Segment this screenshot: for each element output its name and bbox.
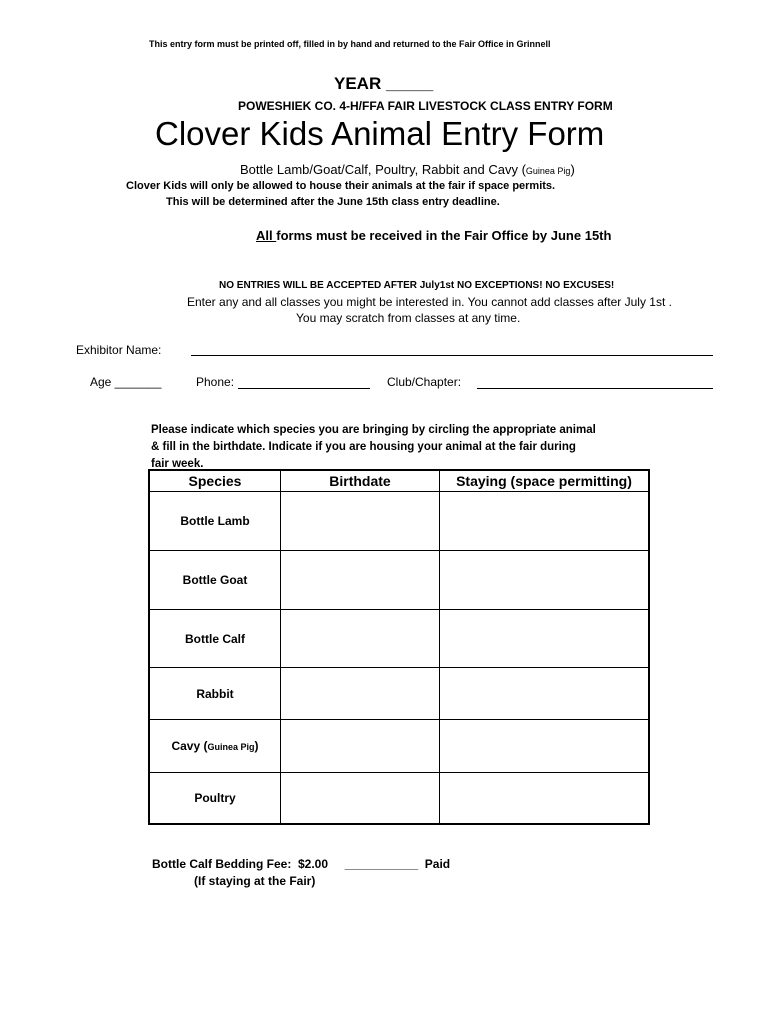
cavy-small-label: Guinea Pig	[207, 742, 255, 752]
birthdate-cell[interactable]	[281, 610, 440, 668]
birthdate-cell[interactable]	[281, 492, 440, 551]
birthdate-header: Birthdate	[281, 470, 440, 492]
animals-line	[240, 162, 575, 177]
birthdate-cell[interactable]	[281, 720, 440, 773]
staying-cell[interactable]	[440, 610, 650, 668]
house-note-1: Clover Kids will only be allowed to house their animals at the fair if space permits.	[126, 180, 556, 192]
species-bottle-lamb[interactable]: Bottle Lamb	[149, 492, 281, 551]
bedding-fee-note: (If staying at the Fair)	[194, 874, 316, 888]
page-title: Clover Kids Animal Entry Form	[155, 115, 605, 152]
deadline-all: All	[256, 228, 277, 243]
species-rabbit[interactable]: Rabbit	[149, 668, 281, 720]
staying-cell[interactable]	[440, 720, 650, 773]
phone-label: Phone:	[196, 375, 235, 389]
phone-field[interactable]	[238, 388, 370, 389]
instruction-line: Please indicate which species you are bringing by circling the appropriate animal	[151, 424, 596, 436]
animals-small-text: Guinea Pig	[525, 166, 571, 176]
birthdate-cell[interactable]	[281, 773, 440, 824]
deadline-notice	[256, 228, 611, 243]
table-row	[149, 610, 649, 668]
instructions	[151, 422, 596, 473]
staying-cell[interactable]	[440, 773, 650, 824]
house-note-2: This will be determined after the June 15th class entry deadline.	[166, 196, 500, 208]
instruction-line: & fill in the birthdate. Indicate if you are housing your animal at the fair during	[151, 441, 576, 453]
print-notice: This entry form must be printed off, filled in by hand and returned to the Fair Office in Grinnell	[149, 39, 551, 49]
bedding-fee-line: Bottle Calf Bedding Fee: $2.00 ___________ Paid	[152, 857, 451, 871]
birthdate-cell[interactable]	[281, 668, 440, 720]
species-bottle-calf[interactable]: Bottle Calf	[149, 610, 281, 668]
staying-cell[interactable]	[440, 668, 650, 720]
table-row	[149, 720, 649, 773]
age-field[interactable]: Age _______	[90, 375, 162, 389]
exhibitor-name-field[interactable]	[191, 355, 713, 356]
species-poultry[interactable]: Poultry	[149, 773, 281, 824]
scratch-note: You may scratch from classes at any time.	[296, 311, 521, 325]
table-row	[149, 492, 649, 551]
table-row	[149, 551, 649, 610]
birthdate-cell[interactable]	[281, 551, 440, 610]
table-header-row	[149, 470, 649, 492]
cavy-close: )	[254, 739, 259, 753]
club-chapter-field[interactable]	[477, 388, 713, 389]
animals-close: )	[570, 162, 575, 177]
club-chapter-label: Club/Chapter:	[387, 375, 462, 389]
staying-header: Staying (space permitting)	[440, 470, 650, 492]
staying-cell[interactable]	[440, 492, 650, 551]
species-cavy[interactable]	[149, 720, 281, 773]
species-bottle-goat[interactable]: Bottle Goat	[149, 551, 281, 610]
animals-text: Bottle Lamb/Goat/Calf, Poultry, Rabbit and Cavy (	[240, 162, 526, 177]
species-table	[148, 469, 650, 825]
exhibitor-name-label: Exhibitor Name:	[76, 343, 162, 357]
cavy-label: Cavy (	[171, 739, 208, 753]
enter-classes-note: Enter any and all classes you might be interested in. You cannot add classes after July 1st .	[187, 295, 672, 309]
no-entries-notice: NO ENTRIES WILL BE ACCEPTED AFTER July1st NO EXCEPTIONS! NO EXCUSES!	[219, 280, 615, 291]
staying-cell[interactable]	[440, 551, 650, 610]
year-label: YEAR _____	[334, 74, 434, 93]
species-header: Species	[149, 470, 281, 492]
table-row	[149, 773, 649, 824]
deadline-rest: forms must be received in the Fair Office by June 15th	[276, 228, 612, 243]
table-row	[149, 668, 649, 720]
form-subtitle: POWESHIEK CO. 4-H/FFA FAIR LIVESTOCK CLASS ENTRY FORM	[238, 99, 613, 113]
instruction-line: fair week.	[151, 458, 204, 470]
